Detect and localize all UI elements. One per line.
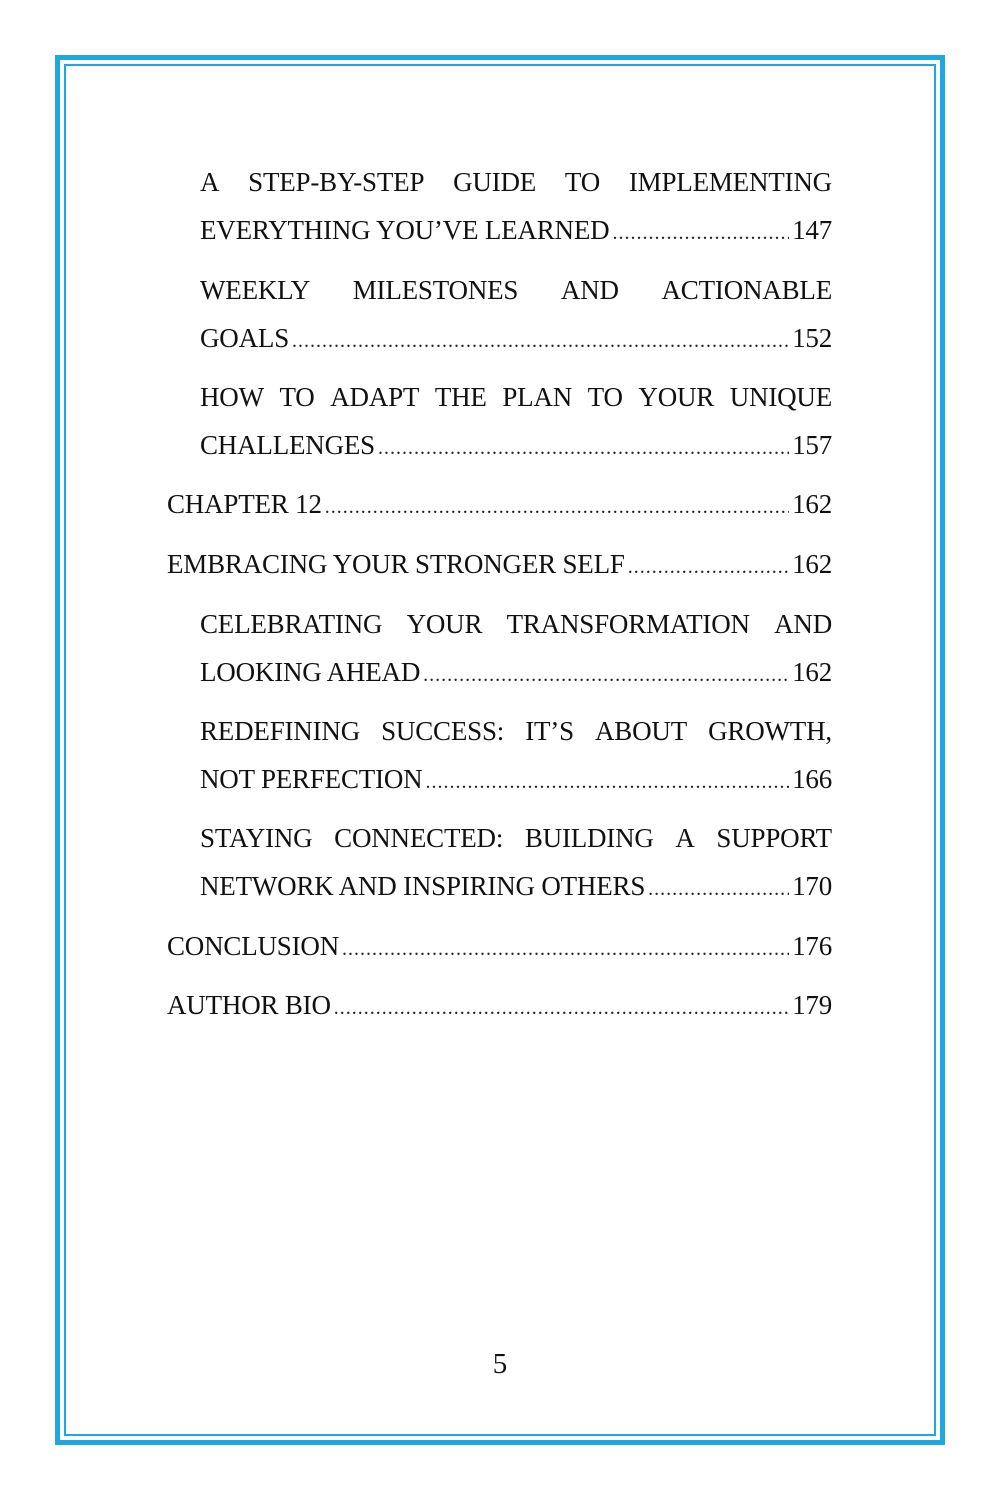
dot-leader <box>342 939 789 959</box>
toc-entry-first-line <box>200 277 832 307</box>
toc-entry-page: 170 <box>792 871 832 901</box>
toc-word: IMPLEMENTING <box>628 167 832 197</box>
page-number: 5 <box>492 1348 508 1380</box>
toc-word: UNIQUE <box>729 382 832 412</box>
toc-entry-page: 147 <box>792 215 832 245</box>
toc-entry-first-line <box>200 384 832 414</box>
dot-leader <box>612 223 789 243</box>
dot-leader <box>325 497 789 517</box>
toc-entry-last-line <box>200 766 832 796</box>
toc-entry-celebrating-transformation[interactable] <box>200 611 832 689</box>
toc-entry-last-line <box>200 432 832 462</box>
toc-entry-staying-connected[interactable] <box>200 825 832 903</box>
toc-word: YOUR <box>406 609 483 639</box>
toc-word: THE <box>434 382 487 412</box>
toc-entry-last-line <box>167 491 832 521</box>
toc-entry-last-line <box>200 873 832 903</box>
toc-entry-first-line <box>200 611 832 641</box>
toc-entry-page: 152 <box>792 323 832 353</box>
toc-entry-page: 162 <box>792 549 832 579</box>
toc-entry-label: GOALS <box>200 323 290 353</box>
toc-entry-last-line <box>200 217 832 247</box>
toc-word: AND <box>774 609 832 639</box>
dot-leader <box>648 879 789 899</box>
toc-entry-weekly-milestones[interactable] <box>200 277 832 355</box>
toc-entry-label: CHAPTER 12 <box>167 489 322 519</box>
toc-word: A <box>675 823 695 853</box>
toc-entry-label: EMBRACING YOUR STRONGER SELF <box>167 549 625 579</box>
toc-entry-embracing-stronger-self[interactable] <box>167 551 832 581</box>
toc-entry-first-line <box>200 718 832 748</box>
toc-word: ABOUT <box>595 716 687 746</box>
toc-word: TO <box>587 382 623 412</box>
toc-word: IT’S <box>525 716 574 746</box>
toc-entry-first-line <box>200 825 832 855</box>
toc-word: WEEKLY <box>200 275 311 305</box>
toc-word: BUILDING <box>524 823 654 853</box>
toc-word: GROWTH, <box>708 716 832 746</box>
toc-word: TO <box>279 382 315 412</box>
dot-leader <box>292 331 789 351</box>
toc-word: SUPPORT <box>716 823 832 853</box>
toc-entry-last-line <box>167 551 832 581</box>
toc-entry-label: LOOKING AHEAD <box>200 657 421 687</box>
toc-entry-label: AUTHOR BIO <box>167 990 331 1020</box>
toc-word: ACTIONABLE <box>661 275 832 305</box>
dot-leader <box>423 665 789 685</box>
dot-leader <box>334 998 789 1018</box>
toc-entry-chapter-12[interactable] <box>167 491 832 521</box>
toc-entry-page: 162 <box>792 489 832 519</box>
toc-entry-page: 157 <box>792 430 832 460</box>
toc-entry-page: 176 <box>792 931 832 961</box>
toc-word: MILESTONES <box>352 275 519 305</box>
toc-word: YOUR <box>638 382 715 412</box>
toc-word: CELEBRATING <box>200 609 383 639</box>
toc-word: REDEFINING <box>200 716 360 746</box>
toc-word: AND <box>560 275 619 305</box>
toc-entry-last-line <box>200 659 832 689</box>
toc-word: PLAN <box>502 382 573 412</box>
toc-entry-label: EVERYTHING YOU’VE LEARNED <box>200 215 610 245</box>
toc-entry-conclusion[interactable] <box>167 933 832 963</box>
toc-entry-redefining-success[interactable] <box>200 718 832 796</box>
toc-word: HOW <box>200 382 264 412</box>
toc-word: A <box>200 167 220 197</box>
dot-leader <box>628 557 789 577</box>
toc-entry-last-line <box>167 992 832 1022</box>
toc-entry-page: 166 <box>792 764 832 794</box>
toc-entry-page: 179 <box>792 990 832 1020</box>
dot-leader <box>378 438 789 458</box>
toc-word: TO <box>564 167 601 197</box>
toc-entry-page: 162 <box>792 657 832 687</box>
toc-entry-label: CHALLENGES <box>200 430 375 460</box>
toc-entry-last-line <box>167 933 832 963</box>
toc-word: SUCCESS: <box>381 716 505 746</box>
toc-word: STEP-BY-STEP <box>248 167 425 197</box>
toc-entry-label: CONCLUSION <box>167 931 340 961</box>
toc-entry-author-bio[interactable] <box>167 992 832 1022</box>
toc-entry-first-line <box>200 169 832 199</box>
dot-leader <box>425 772 789 792</box>
toc-word: GUIDE <box>453 167 537 197</box>
toc-word: ADAPT <box>330 382 420 412</box>
toc-entry-label: NETWORK AND INSPIRING OTHERS <box>200 871 646 901</box>
toc-word: TRANSFORMATION <box>506 609 750 639</box>
toc-entry-last-line <box>200 325 832 355</box>
toc-word: CONNECTED: <box>334 823 504 853</box>
toc-entry-adapt-the-plan[interactable] <box>200 384 832 462</box>
toc-entry-label: NOT PERFECTION <box>200 764 423 794</box>
toc-entry-step-by-step-guide[interactable] <box>200 169 832 247</box>
toc-word: STAYING <box>200 823 313 853</box>
